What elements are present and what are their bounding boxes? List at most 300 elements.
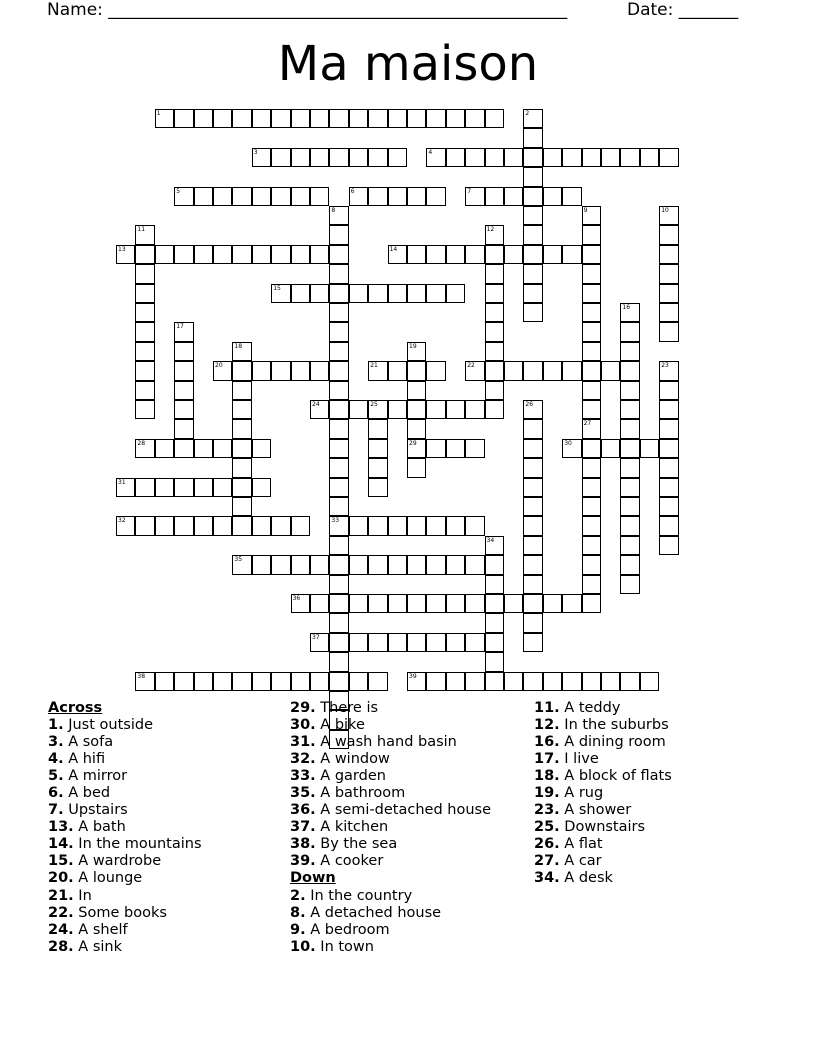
grid-cell[interactable] <box>329 458 348 477</box>
grid-cell[interactable] <box>232 109 251 128</box>
grid-cell[interactable] <box>232 419 251 438</box>
grid-cell[interactable] <box>310 361 329 380</box>
grid-cell[interactable] <box>446 148 465 167</box>
grid-cell[interactable] <box>349 555 368 574</box>
grid-cell[interactable] <box>562 594 581 613</box>
grid-cell[interactable] <box>329 497 348 516</box>
grid-cell[interactable] <box>426 361 445 380</box>
grid-cell[interactable] <box>232 516 251 535</box>
grid-cell[interactable] <box>329 439 348 458</box>
grid-cell[interactable] <box>310 633 329 652</box>
grid-cell[interactable] <box>446 633 465 652</box>
grid-cell[interactable] <box>329 633 348 652</box>
grid-cell[interactable] <box>659 497 678 516</box>
grid-cell[interactable] <box>271 284 290 303</box>
grid-cell[interactable] <box>426 439 445 458</box>
grid-cell[interactable] <box>426 284 445 303</box>
grid-cell[interactable] <box>601 439 620 458</box>
grid-cell[interactable] <box>388 633 407 652</box>
grid-cell[interactable] <box>135 342 154 361</box>
grid-cell[interactable] <box>349 633 368 652</box>
grid-cell[interactable] <box>485 264 504 283</box>
grid-cell[interactable] <box>446 555 465 574</box>
grid-cell[interactable] <box>620 478 639 497</box>
grid-cell[interactable] <box>232 245 251 264</box>
grid-cell[interactable] <box>485 613 504 632</box>
grid-cell[interactable] <box>659 322 678 341</box>
grid-cell[interactable] <box>135 478 154 497</box>
grid-cell[interactable] <box>582 206 601 225</box>
grid-cell[interactable] <box>329 613 348 632</box>
grid-cell[interactable] <box>465 516 484 535</box>
grid-cell[interactable] <box>349 109 368 128</box>
grid-cell[interactable] <box>329 400 348 419</box>
grid-cell[interactable] <box>620 439 639 458</box>
grid-cell[interactable] <box>368 109 387 128</box>
grid-cell[interactable] <box>582 264 601 283</box>
grid-cell[interactable] <box>640 148 659 167</box>
grid-cell[interactable] <box>426 633 445 652</box>
grid-cell[interactable] <box>582 148 601 167</box>
grid-cell[interactable] <box>426 594 445 613</box>
grid-cell[interactable] <box>620 497 639 516</box>
grid-cell[interactable] <box>155 245 174 264</box>
grid-cell[interactable] <box>523 613 542 632</box>
grid-cell[interactable] <box>388 400 407 419</box>
grid-cell[interactable] <box>174 672 193 691</box>
grid-cell[interactable] <box>252 187 271 206</box>
grid-cell[interactable] <box>620 458 639 477</box>
grid-cell[interactable] <box>368 478 387 497</box>
grid-cell[interactable] <box>135 245 154 264</box>
grid-cell[interactable] <box>310 672 329 691</box>
grid-cell[interactable] <box>271 516 290 535</box>
grid-cell[interactable] <box>135 303 154 322</box>
grid-cell[interactable] <box>582 284 601 303</box>
grid-cell[interactable] <box>388 109 407 128</box>
grid-cell[interactable] <box>291 672 310 691</box>
grid-cell[interactable] <box>252 148 271 167</box>
grid-cell[interactable] <box>174 109 193 128</box>
grid-cell[interactable] <box>310 109 329 128</box>
grid-cell[interactable] <box>310 187 329 206</box>
grid-cell[interactable] <box>485 187 504 206</box>
grid-cell[interactable] <box>620 536 639 555</box>
grid-cell[interactable] <box>426 148 445 167</box>
grid-cell[interactable] <box>407 458 426 477</box>
grid-cell[interactable] <box>523 167 542 186</box>
grid-cell[interactable] <box>485 594 504 613</box>
grid-cell[interactable] <box>523 109 542 128</box>
grid-cell[interactable] <box>659 225 678 244</box>
grid-cell[interactable] <box>659 439 678 458</box>
grid-cell[interactable] <box>620 555 639 574</box>
grid-cell[interactable] <box>252 245 271 264</box>
grid-cell[interactable] <box>135 361 154 380</box>
grid-cell[interactable] <box>135 264 154 283</box>
grid-cell[interactable] <box>582 594 601 613</box>
grid-cell[interactable] <box>562 672 581 691</box>
grid-cell[interactable] <box>504 187 523 206</box>
grid-cell[interactable] <box>232 439 251 458</box>
grid-cell[interactable] <box>116 245 135 264</box>
grid-cell[interactable] <box>329 225 348 244</box>
grid-cell[interactable] <box>368 516 387 535</box>
grid-cell[interactable] <box>582 575 601 594</box>
grid-cell[interactable] <box>659 381 678 400</box>
grid-cell[interactable] <box>523 187 542 206</box>
grid-cell[interactable] <box>252 439 271 458</box>
grid-cell[interactable] <box>116 516 135 535</box>
grid-cell[interactable] <box>194 672 213 691</box>
grid-cell[interactable] <box>582 400 601 419</box>
grid-cell[interactable] <box>407 439 426 458</box>
grid-cell[interactable] <box>523 419 542 438</box>
grid-cell[interactable] <box>465 672 484 691</box>
grid-cell[interactable] <box>523 206 542 225</box>
grid-cell[interactable] <box>252 672 271 691</box>
date-field[interactable]: Date: _______ <box>627 0 739 20</box>
grid-cell[interactable] <box>562 187 581 206</box>
grid-cell[interactable] <box>485 381 504 400</box>
grid-cell[interactable] <box>446 284 465 303</box>
grid-cell[interactable] <box>523 264 542 283</box>
grid-cell[interactable] <box>329 322 348 341</box>
grid-cell[interactable] <box>620 322 639 341</box>
grid-cell[interactable] <box>426 672 445 691</box>
grid-cell[interactable] <box>504 361 523 380</box>
grid-cell[interactable] <box>329 536 348 555</box>
grid-cell[interactable] <box>620 303 639 322</box>
grid-cell[interactable] <box>523 400 542 419</box>
grid-cell[interactable] <box>426 109 445 128</box>
grid-cell[interactable] <box>232 672 251 691</box>
grid-cell[interactable] <box>349 284 368 303</box>
grid-cell[interactable] <box>329 206 348 225</box>
grid-cell[interactable] <box>271 148 290 167</box>
grid-cell[interactable] <box>426 187 445 206</box>
grid-cell[interactable] <box>329 594 348 613</box>
grid-cell[interactable] <box>407 109 426 128</box>
grid-cell[interactable] <box>485 342 504 361</box>
grid-cell[interactable] <box>213 187 232 206</box>
grid-cell[interactable] <box>465 187 484 206</box>
grid-cell[interactable] <box>310 148 329 167</box>
grid-cell[interactable] <box>582 672 601 691</box>
grid-cell[interactable] <box>310 555 329 574</box>
grid-cell[interactable] <box>135 284 154 303</box>
grid-cell[interactable] <box>407 400 426 419</box>
grid-cell[interactable] <box>329 575 348 594</box>
grid-cell[interactable] <box>582 322 601 341</box>
grid-cell[interactable] <box>291 516 310 535</box>
grid-cell[interactable] <box>174 439 193 458</box>
grid-cell[interactable] <box>252 361 271 380</box>
grid-cell[interactable] <box>213 109 232 128</box>
grid-cell[interactable] <box>310 400 329 419</box>
grid-cell[interactable] <box>329 478 348 497</box>
grid-cell[interactable] <box>446 516 465 535</box>
grid-cell[interactable] <box>310 594 329 613</box>
grid-cell[interactable] <box>543 672 562 691</box>
grid-cell[interactable] <box>174 361 193 380</box>
grid-cell[interactable] <box>135 322 154 341</box>
grid-cell[interactable] <box>155 478 174 497</box>
grid-cell[interactable] <box>582 536 601 555</box>
grid-cell[interactable] <box>368 439 387 458</box>
grid-cell[interactable] <box>174 322 193 341</box>
grid-cell[interactable] <box>620 361 639 380</box>
grid-cell[interactable] <box>271 245 290 264</box>
grid-cell[interactable] <box>407 284 426 303</box>
grid-cell[interactable] <box>485 361 504 380</box>
grid-cell[interactable] <box>485 555 504 574</box>
grid-cell[interactable] <box>659 516 678 535</box>
grid-cell[interactable] <box>329 264 348 283</box>
grid-cell[interactable] <box>135 672 154 691</box>
grid-cell[interactable] <box>329 245 348 264</box>
grid-cell[interactable] <box>349 516 368 535</box>
grid-cell[interactable] <box>485 672 504 691</box>
grid-cell[interactable] <box>659 419 678 438</box>
grid-cell[interactable] <box>446 245 465 264</box>
grid-cell[interactable] <box>485 536 504 555</box>
grid-cell[interactable] <box>291 187 310 206</box>
grid-cell[interactable] <box>582 245 601 264</box>
grid-cell[interactable] <box>543 361 562 380</box>
grid-cell[interactable] <box>329 555 348 574</box>
grid-cell[interactable] <box>620 400 639 419</box>
grid-cell[interactable] <box>620 516 639 535</box>
grid-cell[interactable] <box>582 497 601 516</box>
grid-cell[interactable] <box>543 148 562 167</box>
grid-cell[interactable] <box>271 109 290 128</box>
grid-cell[interactable] <box>213 672 232 691</box>
grid-cell[interactable] <box>407 342 426 361</box>
grid-cell[interactable] <box>640 672 659 691</box>
grid-cell[interactable] <box>174 419 193 438</box>
grid-cell[interactable] <box>659 458 678 477</box>
grid-cell[interactable] <box>465 109 484 128</box>
grid-cell[interactable] <box>252 516 271 535</box>
grid-cell[interactable] <box>135 516 154 535</box>
grid-cell[interactable] <box>523 148 542 167</box>
grid-cell[interactable] <box>407 187 426 206</box>
grid-cell[interactable] <box>232 381 251 400</box>
grid-cell[interactable] <box>485 225 504 244</box>
grid-cell[interactable] <box>523 516 542 535</box>
grid-cell[interactable] <box>562 361 581 380</box>
grid-cell[interactable] <box>582 516 601 535</box>
grid-cell[interactable] <box>620 381 639 400</box>
grid-cell[interactable] <box>407 633 426 652</box>
grid-cell[interactable] <box>426 245 445 264</box>
grid-cell[interactable] <box>582 303 601 322</box>
grid-cell[interactable] <box>271 361 290 380</box>
grid-cell[interactable] <box>174 400 193 419</box>
grid-cell[interactable] <box>659 148 678 167</box>
grid-cell[interactable] <box>582 555 601 574</box>
grid-cell[interactable] <box>407 419 426 438</box>
grid-cell[interactable] <box>562 148 581 167</box>
grid-cell[interactable] <box>523 497 542 516</box>
grid-cell[interactable] <box>620 342 639 361</box>
grid-cell[interactable] <box>388 148 407 167</box>
grid-cell[interactable] <box>135 439 154 458</box>
grid-cell[interactable] <box>582 361 601 380</box>
grid-cell[interactable] <box>407 381 426 400</box>
grid-cell[interactable] <box>388 284 407 303</box>
grid-cell[interactable] <box>523 478 542 497</box>
grid-cell[interactable] <box>368 400 387 419</box>
grid-cell[interactable] <box>135 225 154 244</box>
grid-cell[interactable] <box>426 555 445 574</box>
grid-cell[interactable] <box>368 594 387 613</box>
grid-cell[interactable] <box>523 536 542 555</box>
grid-cell[interactable] <box>485 633 504 652</box>
grid-cell[interactable] <box>368 361 387 380</box>
grid-cell[interactable] <box>543 594 562 613</box>
grid-cell[interactable] <box>659 303 678 322</box>
grid-cell[interactable] <box>194 187 213 206</box>
grid-cell[interactable] <box>155 439 174 458</box>
grid-cell[interactable] <box>446 400 465 419</box>
grid-cell[interactable] <box>194 439 213 458</box>
grid-cell[interactable] <box>523 594 542 613</box>
grid-cell[interactable] <box>368 148 387 167</box>
grid-cell[interactable] <box>446 672 465 691</box>
grid-cell[interactable] <box>659 284 678 303</box>
grid-cell[interactable] <box>155 109 174 128</box>
grid-cell[interactable] <box>446 594 465 613</box>
grid-cell[interactable] <box>485 148 504 167</box>
grid-cell[interactable] <box>329 672 348 691</box>
grid-cell[interactable] <box>194 516 213 535</box>
grid-cell[interactable] <box>329 303 348 322</box>
grid-cell[interactable] <box>562 245 581 264</box>
grid-cell[interactable] <box>232 361 251 380</box>
grid-cell[interactable] <box>582 225 601 244</box>
grid-cell[interactable] <box>407 594 426 613</box>
grid-cell[interactable] <box>271 555 290 574</box>
grid-cell[interactable] <box>659 206 678 225</box>
grid-cell[interactable] <box>523 303 542 322</box>
grid-cell[interactable] <box>465 633 484 652</box>
grid-cell[interactable] <box>504 245 523 264</box>
grid-cell[interactable] <box>291 284 310 303</box>
grid-cell[interactable] <box>465 594 484 613</box>
grid-cell[interactable] <box>213 516 232 535</box>
grid-cell[interactable] <box>291 555 310 574</box>
grid-cell[interactable] <box>465 245 484 264</box>
grid-cell[interactable] <box>620 575 639 594</box>
grid-cell[interactable] <box>465 555 484 574</box>
grid-cell[interactable] <box>349 672 368 691</box>
grid-cell[interactable] <box>329 284 348 303</box>
grid-cell[interactable] <box>485 109 504 128</box>
grid-cell[interactable] <box>291 109 310 128</box>
grid-cell[interactable] <box>194 109 213 128</box>
grid-cell[interactable] <box>582 381 601 400</box>
grid-cell[interactable] <box>368 633 387 652</box>
grid-cell[interactable] <box>329 109 348 128</box>
grid-cell[interactable] <box>194 478 213 497</box>
grid-cell[interactable] <box>407 361 426 380</box>
grid-cell[interactable] <box>582 439 601 458</box>
grid-cell[interactable] <box>174 478 193 497</box>
grid-cell[interactable] <box>232 555 251 574</box>
grid-cell[interactable] <box>174 245 193 264</box>
grid-cell[interactable] <box>562 439 581 458</box>
grid-cell[interactable] <box>252 109 271 128</box>
grid-cell[interactable] <box>582 458 601 477</box>
grid-cell[interactable] <box>252 555 271 574</box>
grid-cell[interactable] <box>523 633 542 652</box>
grid-cell[interactable] <box>659 536 678 555</box>
grid-cell[interactable] <box>232 400 251 419</box>
grid-cell[interactable] <box>504 594 523 613</box>
grid-cell[interactable] <box>368 672 387 691</box>
grid-cell[interactable] <box>582 419 601 438</box>
grid-cell[interactable] <box>232 458 251 477</box>
grid-cell[interactable] <box>174 381 193 400</box>
grid-cell[interactable] <box>329 652 348 671</box>
grid-cell[interactable] <box>174 342 193 361</box>
grid-cell[interactable] <box>659 478 678 497</box>
grid-cell[interactable] <box>407 672 426 691</box>
grid-cell[interactable] <box>232 342 251 361</box>
grid-cell[interactable] <box>213 361 232 380</box>
grid-cell[interactable] <box>446 439 465 458</box>
grid-cell[interactable] <box>582 342 601 361</box>
grid-cell[interactable] <box>291 148 310 167</box>
grid-cell[interactable] <box>465 439 484 458</box>
grid-cell[interactable] <box>291 594 310 613</box>
grid-cell[interactable] <box>213 245 232 264</box>
grid-cell[interactable] <box>388 361 407 380</box>
grid-cell[interactable] <box>368 419 387 438</box>
grid-cell[interactable] <box>659 245 678 264</box>
grid-cell[interactable] <box>329 361 348 380</box>
name-field[interactable]: Name: ______________________________________________________ <box>47 0 568 20</box>
grid-cell[interactable] <box>329 381 348 400</box>
grid-cell[interactable] <box>523 458 542 477</box>
grid-cell[interactable] <box>485 245 504 264</box>
grid-cell[interactable] <box>349 187 368 206</box>
grid-cell[interactable] <box>194 245 213 264</box>
grid-cell[interactable] <box>485 303 504 322</box>
grid-cell[interactable] <box>465 400 484 419</box>
grid-cell[interactable] <box>310 284 329 303</box>
grid-cell[interactable] <box>620 419 639 438</box>
grid-cell[interactable] <box>271 187 290 206</box>
grid-cell[interactable] <box>232 187 251 206</box>
grid-cell[interactable] <box>368 187 387 206</box>
grid-cell[interactable] <box>388 594 407 613</box>
grid-cell[interactable] <box>485 575 504 594</box>
grid-cell[interactable] <box>485 652 504 671</box>
grid-cell[interactable] <box>368 555 387 574</box>
grid-cell[interactable] <box>523 128 542 147</box>
grid-cell[interactable] <box>465 148 484 167</box>
grid-cell[interactable] <box>213 478 232 497</box>
grid-cell[interactable] <box>310 245 329 264</box>
grid-cell[interactable] <box>174 187 193 206</box>
grid-cell[interactable] <box>523 225 542 244</box>
grid-cell[interactable] <box>388 245 407 264</box>
grid-cell[interactable] <box>582 478 601 497</box>
grid-cell[interactable] <box>349 594 368 613</box>
